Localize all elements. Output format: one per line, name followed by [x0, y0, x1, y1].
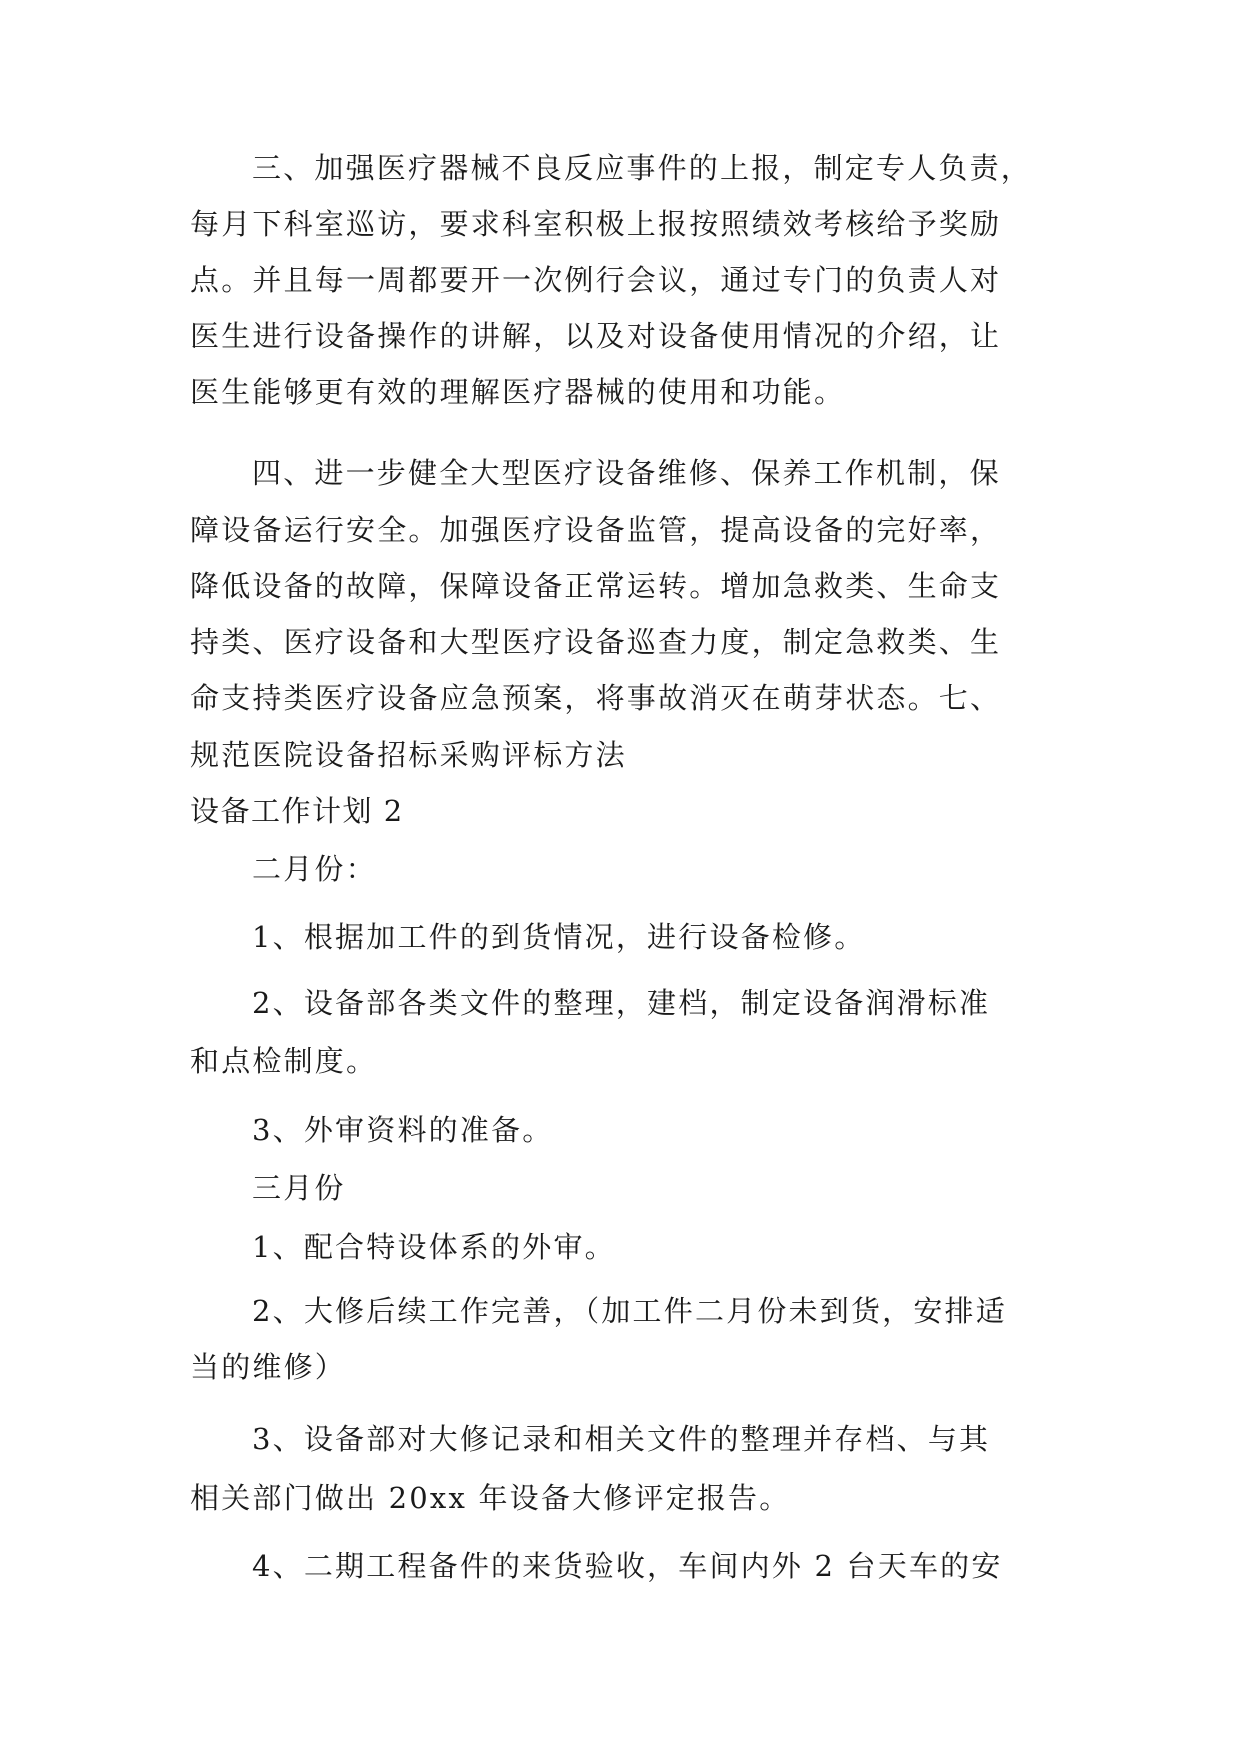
list-item: 3、外审资料的准备。	[252, 1113, 554, 1147]
paragraph-line: 相关部门做出 20xx 年设备大修评定报告。	[190, 1481, 791, 1515]
month-label: 二月份：	[252, 852, 377, 886]
month-label: 三月份	[252, 1171, 346, 1205]
paragraph-line: 当的维修）	[190, 1350, 347, 1384]
paragraph-line: 规范医院设备招标采购评标方法	[190, 738, 627, 772]
list-item: 3、设备部对大修记录和相关文件的整理并存档、与其	[252, 1422, 991, 1456]
list-item: 1、配合特设体系的外审。	[252, 1230, 616, 1264]
paragraph-line: 持类、医疗设备和大型医疗设备巡查力度，制定急救类、生	[190, 625, 1002, 659]
paragraph-line: 障设备运行安全。加强医疗设备监管，提高设备的完好率，	[190, 513, 1002, 547]
paragraph-line: 点。并且每一周都要开一次例行会议，通过专门的负责人对	[190, 263, 1002, 297]
paragraph-line: 和点检制度。	[190, 1044, 378, 1078]
list-item: 1、根据加工件的到货情况，进行设备检修。	[252, 920, 866, 954]
paragraph-line: 四、进一步健全大型医疗设备维修、保养工作机制，保	[252, 456, 1001, 490]
section-heading: 设备工作计划 2	[190, 794, 404, 828]
paragraph-line: 每月下科室巡访，要求科室积极上报按照绩效考核给予奖励	[190, 207, 1002, 241]
list-item: 4、二期工程备件的来货验收，车间内外 2 台天车的安	[252, 1549, 1003, 1583]
paragraph-line: 医生能够更有效的理解医疗器械的使用和功能。	[190, 375, 846, 409]
list-item: 2、设备部各类文件的整理，建档，制定设备润滑标准	[252, 986, 991, 1020]
paragraph-line: 降低设备的故障，保障设备正常运转。增加急救类、生命支	[190, 569, 1002, 603]
paragraph-line: 医生进行设备操作的讲解，以及对设备使用情况的介绍，让	[190, 319, 1002, 353]
paragraph-line: 命支持类医疗设备应急预案，将事故消灭在萌芽状态。七、	[190, 681, 1002, 715]
paragraph-line: 三、加强医疗器械不良反应事件的上报，制定专人负责，	[252, 151, 1033, 185]
list-item: 2、大修后续工作完善，（加工件二月份未到货，安排适	[252, 1294, 1007, 1328]
